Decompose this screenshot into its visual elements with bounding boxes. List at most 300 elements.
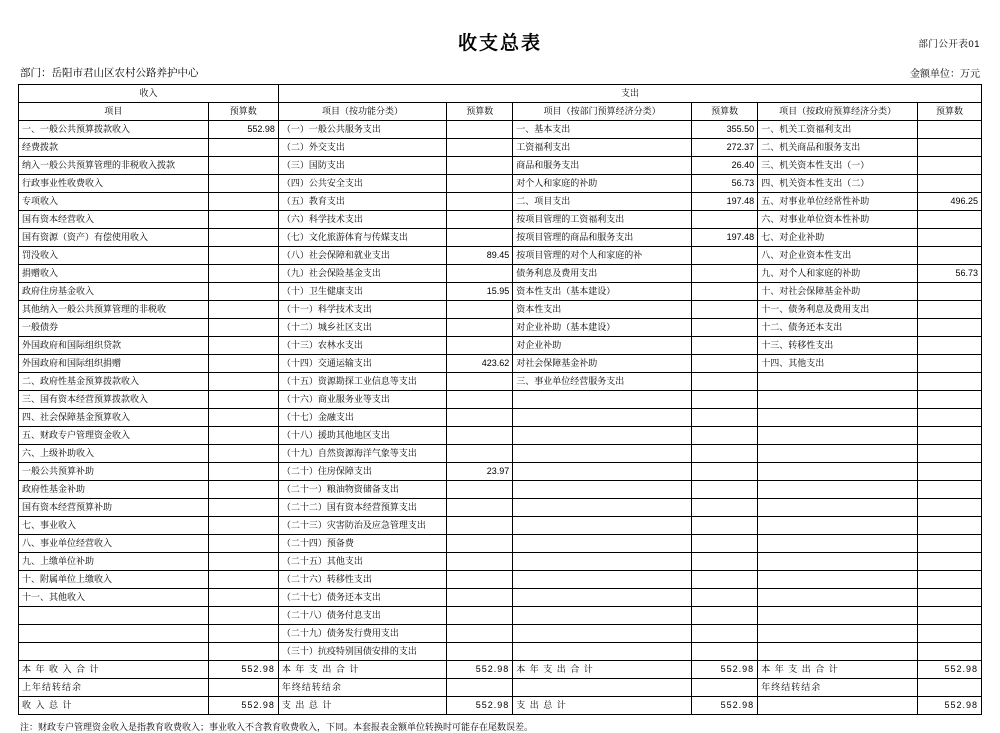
income-item-label: 国有资本经营收入 [19, 211, 209, 229]
table-row [19, 247, 982, 265]
func-budget-value: 15.95 [447, 283, 513, 301]
income-item-label: 国有资源（资产）有偿使用收入 [19, 229, 209, 247]
func-budget-value [447, 571, 513, 589]
gov-budget-value [917, 589, 981, 607]
func-item-label: （一）一般公共服务支出 [278, 121, 446, 139]
table-row [19, 409, 982, 427]
func-budget-value [447, 211, 513, 229]
dept-item-label: 商品和服务支出 [513, 157, 692, 175]
table-column-header-row [19, 103, 982, 121]
gov-item-label: 十三、转移性支出 [758, 337, 918, 355]
income-budget-value [208, 157, 278, 175]
dept-item-label [513, 571, 692, 589]
func-budget-value [447, 391, 513, 409]
dept-budget-value [692, 589, 758, 607]
dept-budget-value [692, 463, 758, 481]
gov-budget-value [917, 139, 981, 157]
gov-item-label: 二、机关商品和服务支出 [758, 139, 918, 157]
dept-budget-value [692, 481, 758, 499]
dept-budget-value: 56.73 [692, 175, 758, 193]
func-total-value: 552.98 [447, 697, 513, 715]
gov-item-label [758, 445, 918, 463]
income-item-label: 罚没收入 [19, 247, 209, 265]
income-budget-value [208, 553, 278, 571]
func-budget-value [447, 427, 513, 445]
table-row [19, 121, 982, 139]
gov-item-label [758, 481, 918, 499]
income-budget-value [208, 463, 278, 481]
func-total-value [447, 679, 513, 697]
dept-total-label [513, 679, 692, 697]
gov-item-label: 九、对个人和家庭的补助 [758, 265, 918, 283]
table-row [19, 553, 982, 571]
income-budget-value [208, 409, 278, 427]
income-total-value: 552.98 [208, 661, 278, 679]
income-total-label: 上年结转结余 [19, 679, 209, 697]
department-label: 部门：岳阳市君山区农村公路养护中心 [20, 67, 199, 79]
dept-item-label: 二、项目支出 [513, 193, 692, 211]
func-total-label: 本 年 支 出 合 计 [278, 661, 446, 679]
income-item-label [19, 625, 209, 643]
gov-budget-value [917, 301, 981, 319]
table-row [19, 283, 982, 301]
income-budget-value [208, 283, 278, 301]
form-code-label: 部门公开表01 [918, 39, 980, 50]
func-budget-value [447, 589, 513, 607]
dept-item-label: 工资福利支出 [513, 139, 692, 157]
dept-item-label: 对个人和家庭的补助 [513, 175, 692, 193]
dept-budget-value [692, 571, 758, 589]
income-item-label: 四、社会保障基金预算收入 [19, 409, 209, 427]
table-row [19, 517, 982, 535]
table-row [19, 301, 982, 319]
func-item-label: （十）卫生健康支出 [278, 283, 446, 301]
income-item-label: 外国政府和国际组织贷款 [19, 337, 209, 355]
income-item-label: 二、政府性基金预算拨款收入 [19, 373, 209, 391]
gov-item-label [758, 553, 918, 571]
table-row [19, 391, 982, 409]
dept-budget-value: 272.37 [692, 139, 758, 157]
table-row [19, 175, 982, 193]
table-body [19, 121, 982, 715]
col-income-item: 项目 [19, 103, 209, 121]
func-item-label: （二十九）债务发行费用支出 [278, 625, 446, 643]
income-budget-value [208, 625, 278, 643]
col-income-budget: 预算数 [208, 103, 278, 121]
func-budget-value: 423.62 [447, 355, 513, 373]
dept-total-value [692, 679, 758, 697]
table-total-row [19, 697, 982, 715]
table-row [19, 481, 982, 499]
func-item-label: （二十七）债务还本支出 [278, 589, 446, 607]
col-dept-item: 项目（按部门预算经济分类） [513, 103, 692, 121]
dept-budget-value [692, 301, 758, 319]
dept-budget-value [692, 283, 758, 301]
table-row [19, 571, 982, 589]
income-budget-value [208, 535, 278, 553]
income-item-label [19, 643, 209, 661]
gov-total-label: 本 年 支 出 合 计 [758, 661, 918, 679]
income-budget-value [208, 247, 278, 265]
income-total-label: 本 年 收 入 合 计 [19, 661, 209, 679]
income-budget-value [208, 643, 278, 661]
gov-budget-value [917, 337, 981, 355]
income-budget-value [208, 301, 278, 319]
income-item-label: 政府性基金补助 [19, 481, 209, 499]
gov-item-label: 三、机关资本性支出（一） [758, 157, 918, 175]
gov-item-label [758, 571, 918, 589]
gov-budget-value [917, 499, 981, 517]
func-budget-value: 89.45 [447, 247, 513, 265]
dept-item-label: 对企业补助（基本建设） [513, 319, 692, 337]
table-row [19, 427, 982, 445]
dept-budget-value [692, 211, 758, 229]
func-item-label: （十六）商业服务业等支出 [278, 391, 446, 409]
dept-budget-value [692, 373, 758, 391]
func-item-label: （二十二）国有资本经营预算支出 [278, 499, 446, 517]
col-func-budget: 预算数 [447, 103, 513, 121]
dept-item-label [513, 589, 692, 607]
func-budget-value [447, 157, 513, 175]
income-item-label: 专项收入 [19, 193, 209, 211]
income-budget-value [208, 211, 278, 229]
table-row [19, 265, 982, 283]
dept-budget-value [692, 535, 758, 553]
income-budget-value [208, 517, 278, 535]
gov-item-label [758, 463, 918, 481]
table-row [19, 535, 982, 553]
table-row [19, 643, 982, 661]
gov-total-value: 552.98 [917, 697, 981, 715]
dept-item-label: 一、基本支出 [513, 121, 692, 139]
func-item-label: （二十五）其他支出 [278, 553, 446, 571]
gov-item-label: 七、对企业补助 [758, 229, 918, 247]
func-budget-value [447, 625, 513, 643]
dept-budget-value [692, 409, 758, 427]
func-item-label: （三）国防支出 [278, 157, 446, 175]
func-item-label: （六）科学技术支出 [278, 211, 446, 229]
gov-item-label [758, 373, 918, 391]
gov-budget-value [917, 553, 981, 571]
dept-item-label [513, 481, 692, 499]
func-item-label: （十九）自然资源海洋气象等支出 [278, 445, 446, 463]
income-budget-value [208, 391, 278, 409]
table-row [19, 463, 982, 481]
dept-budget-value: 197.48 [692, 193, 758, 211]
gov-budget-value: 56.73 [917, 265, 981, 283]
dept-item-label [513, 553, 692, 571]
dept-budget-value [692, 355, 758, 373]
income-item-label: 经费拨款 [19, 139, 209, 157]
func-total-label: 年终结转结余 [278, 679, 446, 697]
func-budget-value [447, 301, 513, 319]
gov-budget-value [917, 445, 981, 463]
income-budget-value [208, 373, 278, 391]
income-budget-value [208, 481, 278, 499]
dept-item-label [513, 463, 692, 481]
dept-item-label: 三、事业单位经营服务支出 [513, 373, 692, 391]
func-budget-value [447, 607, 513, 625]
income-budget-value [208, 499, 278, 517]
gov-item-label [758, 409, 918, 427]
gov-item-label [758, 643, 918, 661]
dept-item-label: 按项目管理的对个人和家庭的补 [513, 247, 692, 265]
dept-item-label: 按项目管理的工资福利支出 [513, 211, 692, 229]
gov-budget-value [917, 211, 981, 229]
func-budget-value: 23.97 [447, 463, 513, 481]
table-row [19, 211, 982, 229]
gov-budget-value [917, 247, 981, 265]
func-item-label: （四）公共安全支出 [278, 175, 446, 193]
gov-item-label [758, 517, 918, 535]
dept-budget-value [692, 391, 758, 409]
func-item-label: （十四）交通运输支出 [278, 355, 446, 373]
col-dept-budget: 预算数 [692, 103, 758, 121]
dept-total-label: 本 年 支 出 合 计 [513, 661, 692, 679]
func-budget-value [447, 193, 513, 211]
amount-unit-label: 金额单位：万元 [910, 69, 980, 80]
table-total-row [19, 661, 982, 679]
gov-budget-value [917, 121, 981, 139]
gov-budget-value [917, 427, 981, 445]
table-row [19, 625, 982, 643]
dept-item-label [513, 535, 692, 553]
gov-item-label [758, 625, 918, 643]
gov-total-label [758, 697, 918, 715]
budget-summary-table [18, 84, 982, 715]
func-item-label: （七）文化旅游体育与传媒支出 [278, 229, 446, 247]
income-budget-value [208, 139, 278, 157]
income-budget-value [208, 175, 278, 193]
table-row [19, 607, 982, 625]
func-budget-value [447, 553, 513, 571]
func-budget-value [447, 229, 513, 247]
dept-budget-value [692, 643, 758, 661]
dept-budget-value [692, 247, 758, 265]
gov-budget-value [917, 571, 981, 589]
dept-item-label [513, 445, 692, 463]
gov-budget-value [917, 175, 981, 193]
table-total-row [19, 679, 982, 697]
gov-budget-value [917, 463, 981, 481]
dept-item-label: 资本性支出（基本建设） [513, 283, 692, 301]
income-item-label: 六、上级补助收入 [19, 445, 209, 463]
func-item-label: （三十）抗疫特别国债安排的支出 [278, 643, 446, 661]
dept-item-label: 债务利息及费用支出 [513, 265, 692, 283]
func-budget-value [447, 337, 513, 355]
func-item-label: （二十一）粮油物资储备支出 [278, 481, 446, 499]
table-row [19, 355, 982, 373]
expense-group-header: 支出 [278, 85, 981, 103]
table-row [19, 445, 982, 463]
dept-budget-value [692, 517, 758, 535]
func-item-label: （十三）农林水支出 [278, 337, 446, 355]
table-row [19, 139, 982, 157]
gov-budget-value [917, 409, 981, 427]
dept-total-value: 552.98 [692, 661, 758, 679]
func-budget-value [447, 499, 513, 517]
page-title: 收支总表 [457, 33, 542, 54]
dept-budget-value [692, 337, 758, 355]
func-budget-value [447, 409, 513, 427]
table-row [19, 499, 982, 517]
income-item-label: 一般公共预算补助 [19, 463, 209, 481]
dept-item-label: 按项目管理的商品和服务支出 [513, 229, 692, 247]
income-item-label: 行政事业性收费收入 [19, 175, 209, 193]
income-item-label: 其他纳入一般公共预算管理的非税收 [19, 301, 209, 319]
gov-total-label: 年终结转结余 [758, 679, 918, 697]
gov-item-label [758, 535, 918, 553]
col-gov-budget: 预算数 [917, 103, 981, 121]
income-item-label: 九、上缴单位补助 [19, 553, 209, 571]
income-item-label: 三、国有资本经营预算拨款收入 [19, 391, 209, 409]
func-total-label: 支 出 总 计 [278, 697, 446, 715]
dept-item-label [513, 427, 692, 445]
income-item-label: 十一、其他收入 [19, 589, 209, 607]
func-budget-value [447, 445, 513, 463]
gov-budget-value [917, 643, 981, 661]
gov-item-label: 四、机关资本性支出（二） [758, 175, 918, 193]
gov-budget-value [917, 481, 981, 499]
table-row [19, 229, 982, 247]
func-item-label: （十七）金融支出 [278, 409, 446, 427]
func-budget-value [447, 535, 513, 553]
dept-item-label [513, 625, 692, 643]
func-item-label: （九）社会保险基金支出 [278, 265, 446, 283]
income-budget-value [208, 355, 278, 373]
table-row [19, 193, 982, 211]
gov-item-label: 六、对事业单位资本性补助 [758, 211, 918, 229]
table-row [19, 589, 982, 607]
gov-item-label: 十、对社会保障基金补助 [758, 283, 918, 301]
func-budget-value [447, 481, 513, 499]
gov-item-label [758, 589, 918, 607]
gov-item-label [758, 499, 918, 517]
func-item-label: （二十）住房保障支出 [278, 463, 446, 481]
gov-item-label: 八、对企业资本性支出 [758, 247, 918, 265]
func-budget-value [447, 373, 513, 391]
income-budget-value [208, 445, 278, 463]
dept-budget-value [692, 499, 758, 517]
func-item-label: （十五）资源勘探工业信息等支出 [278, 373, 446, 391]
income-total-label: 收 入 总 计 [19, 697, 209, 715]
gov-budget-value [917, 625, 981, 643]
dept-item-label: 对企业补助 [513, 337, 692, 355]
dept-total-value: 552.98 [692, 697, 758, 715]
table-footnote: 注：财政专户管理资金收入是指教育收费收入；事业收入不含教育收费收入，下同。本套报表金额单位转换时可能存在尾数误差。 [20, 722, 534, 732]
income-item-label: 捐赠收入 [19, 265, 209, 283]
dept-item-label: 对社会保障基金补助 [513, 355, 692, 373]
func-budget-value [447, 319, 513, 337]
func-item-label: （二十八）债务付息支出 [278, 607, 446, 625]
dept-budget-value: 355.50 [692, 121, 758, 139]
dept-item-label [513, 517, 692, 535]
income-item-label: 八、事业单位经营收入 [19, 535, 209, 553]
dept-budget-value [692, 445, 758, 463]
gov-budget-value [917, 355, 981, 373]
gov-item-label: 五、对事业单位经常性补助 [758, 193, 918, 211]
gov-total-value [917, 679, 981, 697]
func-item-label: （十二）城乡社区支出 [278, 319, 446, 337]
income-budget-value [208, 337, 278, 355]
income-budget-value [208, 319, 278, 337]
dept-budget-value [692, 553, 758, 571]
dept-total-label: 支 出 总 计 [513, 697, 692, 715]
func-item-label: （二十六）转移性支出 [278, 571, 446, 589]
dept-item-label [513, 607, 692, 625]
gov-budget-value [917, 319, 981, 337]
income-budget-value [208, 427, 278, 445]
col-gov-item: 项目（按政府预算经济分类） [758, 103, 918, 121]
func-item-label: （五）教育支出 [278, 193, 446, 211]
dept-item-label [513, 499, 692, 517]
table-row [19, 373, 982, 391]
dept-item-label [513, 391, 692, 409]
income-group-header: 收入 [19, 85, 279, 103]
table-row [19, 337, 982, 355]
gov-budget-value [917, 607, 981, 625]
gov-item-label: 十二、债务还本支出 [758, 319, 918, 337]
income-item-label: 纳入一般公共预算管理的非税收入拨款 [19, 157, 209, 175]
gov-budget-value [917, 229, 981, 247]
gov-item-label: 十一、债务利息及费用支出 [758, 301, 918, 319]
table-row [19, 319, 982, 337]
func-budget-value [447, 121, 513, 139]
func-budget-value [447, 175, 513, 193]
gov-item-label: 十四、其他支出 [758, 355, 918, 373]
dept-budget-value [692, 265, 758, 283]
dept-budget-value [692, 625, 758, 643]
gov-item-label: 一、机关工资福利支出 [758, 121, 918, 139]
income-item-label: 五、财政专户管理资金收入 [19, 427, 209, 445]
document-page [0, 28, 1000, 732]
func-budget-value [447, 643, 513, 661]
func-item-label: （十八）援助其他地区支出 [278, 427, 446, 445]
dept-item-label: 资本性支出 [513, 301, 692, 319]
income-total-value [208, 679, 278, 697]
income-item-label: 一般债券 [19, 319, 209, 337]
dept-budget-value: 197.48 [692, 229, 758, 247]
gov-item-label [758, 391, 918, 409]
func-item-label: （二十三）灾害防治及应急管理支出 [278, 517, 446, 535]
table-group-header-row [19, 85, 982, 103]
income-item-label: 政府住房基金收入 [19, 283, 209, 301]
func-item-label: （十一）科学技术支出 [278, 301, 446, 319]
dept-budget-value [692, 607, 758, 625]
func-budget-value [447, 517, 513, 535]
gov-budget-value [917, 373, 981, 391]
income-budget-value [208, 193, 278, 211]
gov-item-label [758, 427, 918, 445]
income-budget-value [208, 265, 278, 283]
func-total-value: 552.98 [447, 661, 513, 679]
gov-budget-value [917, 157, 981, 175]
income-item-label: 外国政府和国际组织捐赠 [19, 355, 209, 373]
income-item-label: 十、附属单位上缴收入 [19, 571, 209, 589]
gov-item-label [758, 607, 918, 625]
dept-budget-value [692, 319, 758, 337]
income-budget-value [208, 571, 278, 589]
dept-budget-value [692, 427, 758, 445]
income-budget-value [208, 607, 278, 625]
income-budget-value [208, 229, 278, 247]
income-budget-value [208, 589, 278, 607]
gov-budget-value: 496.25 [917, 193, 981, 211]
income-item-label: 国有资本经营预算补助 [19, 499, 209, 517]
func-item-label: （八）社会保障和就业支出 [278, 247, 446, 265]
gov-budget-value [917, 391, 981, 409]
dept-budget-value: 26.40 [692, 157, 758, 175]
